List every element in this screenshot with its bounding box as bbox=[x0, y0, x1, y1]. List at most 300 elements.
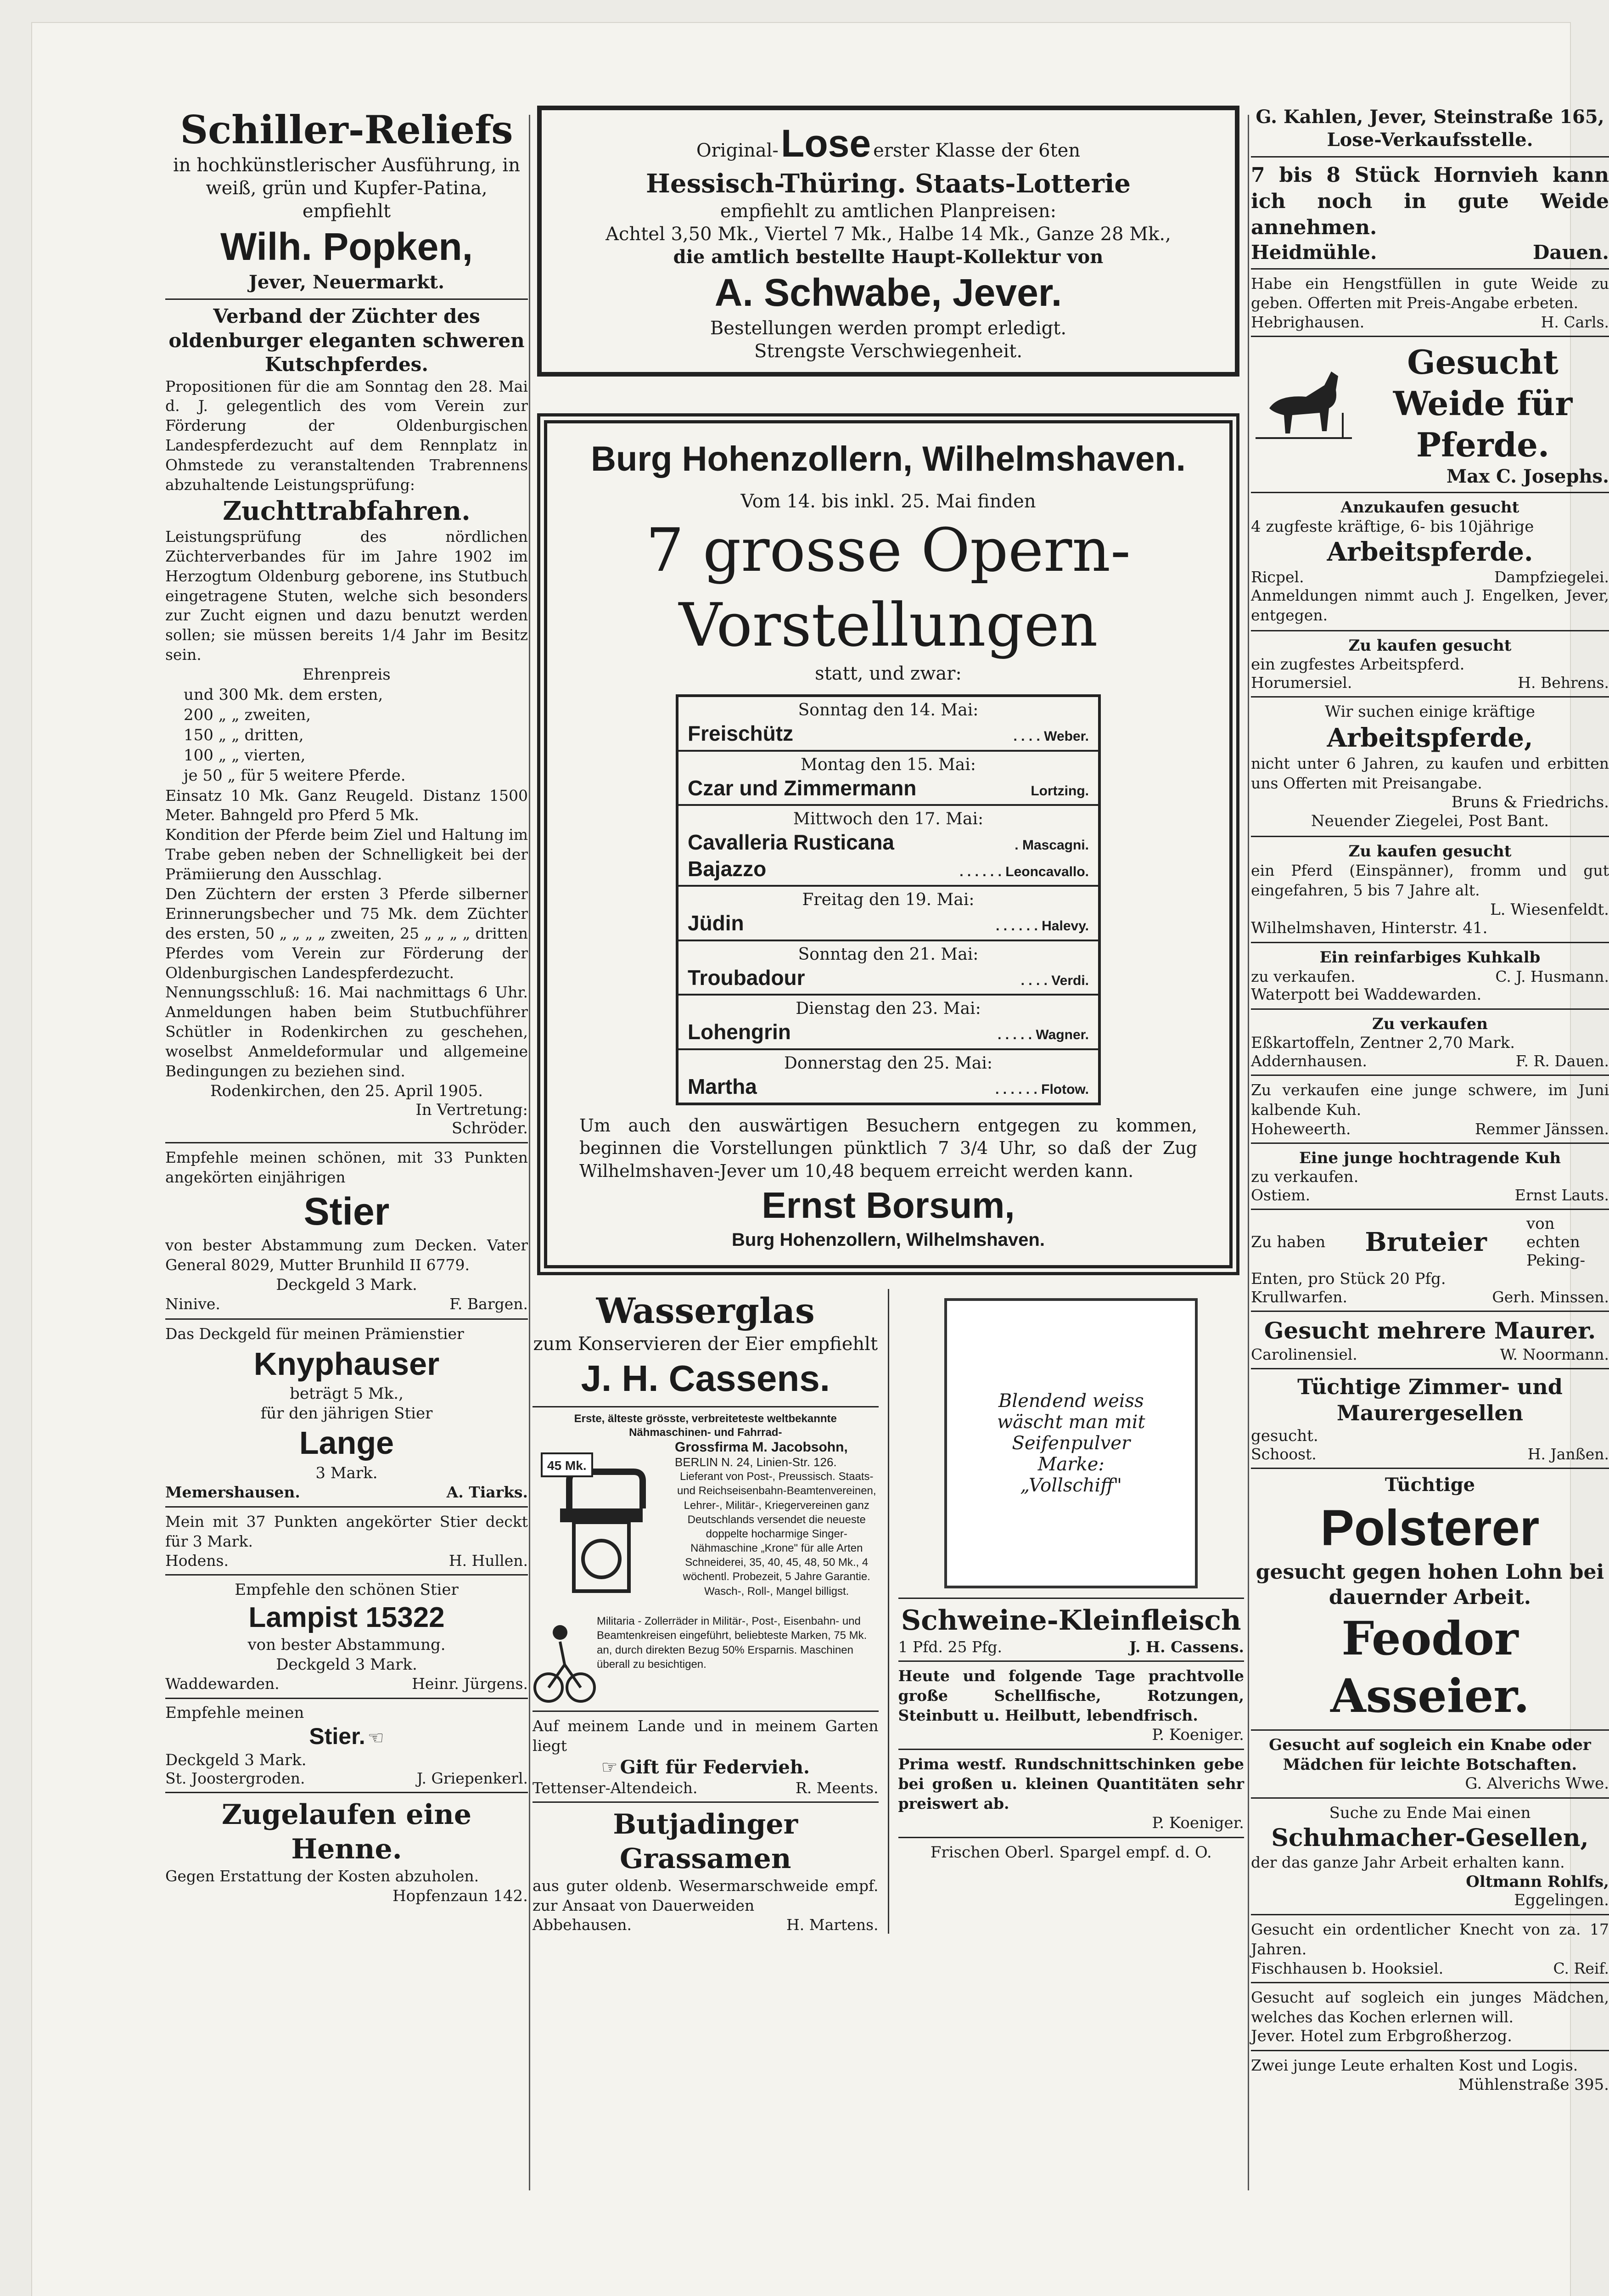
ad-heading: Zu kaufen gesucht bbox=[1348, 636, 1512, 655]
ad-text: Strengste Verschwiegenheit. bbox=[754, 341, 1023, 362]
divider bbox=[1251, 336, 1609, 337]
ad-place: Hoheweerth. bbox=[1251, 1120, 1351, 1138]
ad-kuh-2 bbox=[1251, 1148, 1609, 1204]
prize-line: 150 „ „ dritten, bbox=[184, 726, 304, 744]
schedule-day: Dienstag den 23. Mai: bbox=[796, 999, 981, 1018]
opera-title: Troubadour bbox=[688, 965, 805, 990]
hand-pointer-icon: ☜ bbox=[367, 1728, 384, 1749]
ad-intro: Empfehle meinen schönen, mit 33 Punkten angekörten einjährigen bbox=[165, 1148, 528, 1187]
ad-hodens bbox=[165, 1512, 528, 1570]
prize-list bbox=[165, 685, 528, 786]
ad-opern-vorstellungen bbox=[537, 413, 1239, 1275]
ad-signature: Schröder. bbox=[451, 1119, 528, 1138]
ad-weide-title bbox=[1357, 342, 1609, 466]
ad-hengstfuellen bbox=[1251, 274, 1609, 332]
ad-address: BERLIN N. 24, Linien-Str. 126. bbox=[675, 1455, 837, 1469]
ad-title-row bbox=[165, 1722, 528, 1751]
ad-title: Lose bbox=[781, 122, 871, 165]
ad-title: Verband der Züchter des oldenburger eleganten schweren Kutschpferdes. bbox=[168, 305, 525, 376]
ad-text: Gesucht auf sogleich ein Knabe oder Mädchen für leichte Botschaften. bbox=[1269, 1736, 1591, 1774]
schedule-opera bbox=[688, 856, 1089, 883]
ad-advertiser: Feodor Asseier. bbox=[1330, 1611, 1530, 1723]
ad-place: Carolinensiel. bbox=[1251, 1345, 1357, 1363]
ad-place: Hodens. bbox=[165, 1552, 229, 1570]
ad-text: zu verkaufen. bbox=[1251, 967, 1356, 985]
ad-title: Gesucht mehrere Maurer. bbox=[1264, 1317, 1596, 1345]
ad-lotterie bbox=[537, 106, 1239, 377]
ad-intro: Das Deckgeld für meinen Prämienstier bbox=[165, 1324, 464, 1343]
ad-place: Waterpott bei Waddewarden. bbox=[1251, 985, 1482, 1004]
ad-subheading: Ehrenpreis bbox=[303, 665, 391, 684]
sub-column-left bbox=[533, 1289, 889, 1934]
opera-composer: . . . . Verdi. bbox=[1020, 973, 1089, 988]
ad-advertiser: Heinr. Jürgens. bbox=[412, 1675, 528, 1693]
divider bbox=[165, 1574, 528, 1576]
ad-text: Eßkartoffeln, Zentner 2,70 Mark. bbox=[1251, 1034, 1515, 1052]
ad-heading: Eine junge hochtragende Kuh bbox=[1299, 1148, 1561, 1167]
ad-weide-row bbox=[1251, 342, 1609, 466]
ad-advertiser: J. H. Cassens. bbox=[581, 1358, 830, 1399]
ad-text: Suche zu Ende Mai einen bbox=[1329, 1804, 1531, 1823]
ad-text: Auf meinem Lande und in meinem Garten liegt bbox=[533, 1717, 879, 1755]
ad-footer bbox=[1251, 313, 1609, 331]
ad-title: Gift für Federvieh. bbox=[620, 1756, 810, 1778]
ad-spargel: Frischen Oberl. Spargel empf. d. O. bbox=[930, 1843, 1212, 1862]
divider bbox=[165, 1506, 528, 1508]
ad-title: Schiller-Reliefs bbox=[180, 107, 513, 152]
ad-footer bbox=[165, 1294, 528, 1313]
ad-place: Jever. Hotel zum Erbgroßherzog. bbox=[1251, 2027, 1512, 2046]
ad-maedchen bbox=[1251, 1988, 1609, 2046]
ad-advertiser: Ernst Lauts. bbox=[1514, 1186, 1609, 1204]
ad-arbeitspferd-2 bbox=[1251, 636, 1609, 692]
ad-text: Leistungsprüfung des nördlichen Züchterverbandes für im Jahre 1902 im Herzogtum Oldenburg geborene, ins Stutbuch eingetragene Stuten, welche sich besonders zur Zucht eignen und dazu benutzt werden sollen; sie müssen bereits 1/4 Jahr im Besitz sein. bbox=[165, 527, 528, 664]
ad-advertiser: H. Behrens. bbox=[1518, 674, 1609, 692]
ad-weide bbox=[1251, 342, 1609, 487]
divider bbox=[898, 1660, 1245, 1662]
ad-footer bbox=[1251, 1959, 1609, 1977]
schedule-slot bbox=[678, 1050, 1098, 1103]
ad-text: Einsatz 10 Mk. Ganz Reugeld. Distanz 1500 Meter. Bahngeld pro Pferd 5 Mk. bbox=[165, 786, 528, 824]
divider bbox=[1251, 630, 1609, 631]
ad-advertiser: Wilh. Popken, bbox=[220, 225, 473, 268]
ad-text: 3 Mark. bbox=[315, 1463, 378, 1482]
ad-prefix: Original- bbox=[696, 140, 779, 161]
ad-lampist bbox=[165, 1580, 528, 1693]
ad-title: Stier. bbox=[309, 1723, 365, 1750]
ad-line: Marke: bbox=[1037, 1454, 1104, 1475]
ad-text: 7 bis 8 Stück Hornvieh kann ich noch in gute Weide annehmen. bbox=[1251, 163, 1609, 240]
ad-row bbox=[1251, 968, 1609, 985]
ad-text: Enten, pro Stück 20 Pfg. bbox=[1251, 1270, 1446, 1289]
opera-composer: . Mascagni. bbox=[1015, 838, 1089, 853]
ad-title: Knyphauser bbox=[253, 1345, 440, 1382]
ad-place: Ostiem. bbox=[1251, 1186, 1311, 1204]
ad-text: von bester Abstammung zum Decken. Vater General 8029, Mutter Brunhild II 6779. bbox=[165, 1236, 528, 1274]
ad-advertiser: Dauen. bbox=[1532, 241, 1609, 264]
ad-place: Hebrighausen. bbox=[1251, 313, 1365, 332]
ad-text: Habe ein Hengstfüllen in gute Weide zu geben. Offerten mit Preis-Angabe erbeten. bbox=[1251, 274, 1609, 312]
ad-heading: Anzukaufen gesucht bbox=[1340, 498, 1519, 517]
schedule-opera bbox=[688, 1019, 1089, 1046]
ad-schweine bbox=[898, 1604, 1245, 1656]
opera-composer: . . . . . . Leoncavallo. bbox=[959, 864, 1089, 879]
ad-advertiser: R. Meents. bbox=[795, 1778, 879, 1797]
schedule-slot bbox=[678, 887, 1098, 941]
schedule-opera bbox=[688, 829, 1089, 856]
newspaper-page bbox=[32, 23, 1609, 2296]
opera-title: Jüdin bbox=[688, 911, 744, 935]
ad-title: Wasserglas bbox=[596, 1290, 815, 1332]
ad-text: Prima westf. Rundschnittschinken gebe bei großen u. kleinen Quantitäten sehr preiswert ab. bbox=[898, 1755, 1244, 1812]
schedule-day: Sonntag den 21. Mai: bbox=[798, 945, 979, 964]
ad-text: Kondition der Pferde beim Ziel und Haltung im Trabe geben neben der Schnelligkeit bei der Prämiierung den Ausschlag. bbox=[165, 826, 528, 884]
ad-stier bbox=[165, 1148, 528, 1313]
ad-text: von bester Abstammung. bbox=[247, 1636, 446, 1654]
ad-title: Tüchtige Zimmer- und Maurergesellen bbox=[1297, 1374, 1563, 1426]
ad-knecht bbox=[1251, 1920, 1609, 1977]
ad-title-row bbox=[551, 119, 1226, 168]
ad-henne bbox=[165, 1798, 528, 1906]
column-right bbox=[1251, 106, 1609, 2094]
ad-footer bbox=[1251, 1288, 1609, 1306]
ad-kartoffeln bbox=[1251, 1014, 1609, 1070]
ad-advertiser: H. Janßen. bbox=[1527, 1445, 1609, 1463]
ad-text: Nennungsschluß: 16. Mai nachmittags 6 Uhr. Anmeldungen haben beim Stutbuchführer Schütler in Rodenkirchen zu geschehen, woselbst Anmeldeformular und allgemeine Bedingungen zu beziehen sind. bbox=[165, 983, 528, 1080]
ad-text: Wir suchen einige kräftige bbox=[1325, 703, 1535, 721]
ad-place: Addernhausen. bbox=[1251, 1052, 1368, 1070]
schedule-opera bbox=[688, 910, 1089, 937]
ad-place: Tettenser-Altendeich. bbox=[533, 1778, 698, 1797]
schedule-opera bbox=[688, 965, 1089, 991]
ad-title-2: Lange bbox=[299, 1425, 394, 1461]
ad-text: die amtlich bestellte Haupt-Kollektur von bbox=[673, 246, 1104, 268]
opera-composer: . . . . Weber. bbox=[1013, 729, 1089, 744]
ad-text: gesucht. bbox=[1251, 1426, 1318, 1445]
divider bbox=[1251, 1209, 1609, 1210]
ad-footer bbox=[533, 1916, 879, 1934]
ad-text: gesucht gegen hohen Lohn bei dauernder Arbeit. bbox=[1256, 1560, 1604, 1609]
sewing-machine-icon bbox=[533, 1440, 670, 1614]
divider bbox=[1251, 1142, 1609, 1144]
ad-place: Hopfenzaun 142. bbox=[392, 1886, 528, 1905]
divider bbox=[165, 1698, 528, 1699]
ad-footer bbox=[898, 1638, 1245, 1656]
ad-signature-label: In Vertretung: bbox=[415, 1101, 528, 1120]
ad-schuhmacher bbox=[1251, 1803, 1609, 1909]
ad-text: Heute und folgende Tage prachtvolle große Schellfische, Rotzungen, Steinbutt u. Heilbutt, lebendfrisch. bbox=[898, 1667, 1244, 1724]
ad-advertiser: Remmer Jänssen. bbox=[1474, 1120, 1609, 1138]
ad-koeniger-fisch bbox=[898, 1666, 1245, 1744]
divider bbox=[533, 1801, 879, 1803]
ad-heading: Ein reinfarbiges Kuhkalb bbox=[1319, 948, 1541, 967]
ad-advertiser: A. Schwabe, Jever. bbox=[714, 271, 1062, 314]
opera-title: Freischütz bbox=[688, 721, 794, 745]
divider bbox=[1251, 1797, 1609, 1799]
price-label: 45 Mk. bbox=[547, 1458, 587, 1473]
ad-prefix: Zu haben bbox=[1251, 1233, 1326, 1252]
divider bbox=[165, 1792, 528, 1793]
ad-prefix: Tüchtige bbox=[1385, 1474, 1475, 1496]
ad-place: Burg Hohenzollern, Wilhelmshaven. bbox=[732, 1230, 1045, 1250]
ad-title: Lampist 15322 bbox=[248, 1601, 445, 1633]
divider bbox=[165, 1142, 528, 1143]
ad-zimmer-maurer bbox=[1251, 1374, 1609, 1463]
ad-line: Seifenpulver bbox=[1012, 1433, 1131, 1454]
ad-place: Mühlenstraße 395. bbox=[1458, 2076, 1609, 2094]
ad-advertiser: G. Kahlen, Jever, Steinstraße 165, bbox=[1256, 106, 1604, 128]
ad-text: für den jährigen Stier bbox=[260, 1404, 433, 1423]
ad-advertiser: F. R. Dauen. bbox=[1515, 1052, 1609, 1070]
ad-hornvieh bbox=[1251, 162, 1609, 264]
ad-advertiser: P. Koeniger. bbox=[1152, 1725, 1244, 1744]
ad-advertiser: Dampfziegelei. bbox=[1494, 568, 1609, 586]
opera-composer: . . . . . Wagner. bbox=[998, 1027, 1089, 1042]
ad-text: ein zugfestes Arbeitspferd. bbox=[1251, 655, 1465, 674]
prize-line: und 300 Mk. dem ersten, bbox=[184, 685, 383, 704]
schedule-day: Sonntag den 14. Mai: bbox=[798, 701, 979, 720]
column-middle bbox=[533, 106, 1244, 1934]
prize-line: je 50 „ für 5 weitere Pferde. bbox=[184, 766, 406, 785]
ad-fee: Deckgeld 3 Mark. bbox=[276, 1655, 417, 1674]
prize-line: 100 „ „ vierten, bbox=[184, 746, 306, 765]
ad-line: „Vollschiff" bbox=[1020, 1475, 1122, 1497]
ad-koeniger-schinken bbox=[898, 1755, 1245, 1832]
ad-advertiser: A. Tiarks. bbox=[446, 1483, 528, 1502]
ad-text: empfiehlt zu amtlichen Planpreisen: bbox=[720, 201, 1057, 222]
ad-advertiser: W. Noormann. bbox=[1500, 1345, 1609, 1363]
ad-bruteier bbox=[1251, 1215, 1609, 1306]
ad-kuhkalb bbox=[1251, 948, 1609, 1004]
divider bbox=[1251, 696, 1609, 698]
ad-gift bbox=[533, 1716, 879, 1797]
ad-maurer bbox=[1251, 1317, 1609, 1363]
ad-date: Rodenkirchen, den 25. April 1905. bbox=[210, 1081, 483, 1100]
ad-title: Weide für bbox=[1393, 384, 1573, 423]
ad-text: der das ganze Jahr Arbeit erhalten kann. bbox=[1251, 1853, 1565, 1871]
ad-place: Ricpel. bbox=[1251, 568, 1304, 586]
ad-title: Schweine-Kleinfleisch bbox=[901, 1604, 1241, 1637]
divider bbox=[1251, 156, 1609, 158]
ad-footer bbox=[1251, 1345, 1609, 1363]
column-divider bbox=[1248, 115, 1249, 2190]
ad-place: Fischhausen b. Hooksiel. bbox=[1251, 1959, 1444, 1977]
bike-row bbox=[533, 1614, 879, 1706]
ad-text: Lose-Verkaufsstelle. bbox=[1327, 129, 1533, 151]
schedule-slot bbox=[678, 752, 1098, 806]
divider bbox=[1251, 492, 1609, 493]
ad-footer bbox=[165, 1769, 528, 1787]
ad-place: Jever, Neuermarkt. bbox=[248, 271, 445, 293]
ad-text: Anmeldungen nimmt auch J. Engelken, Jever, entgegen. bbox=[1251, 586, 1609, 624]
ad-text: zum Konservieren der Eier empfiehlt bbox=[533, 1334, 878, 1355]
schedule-day: Freitag den 19. Mai: bbox=[802, 890, 975, 909]
ad-advertiser: J. Griepenkerl. bbox=[416, 1769, 528, 1787]
ad-arbeitspferde-3 bbox=[1251, 702, 1609, 831]
ad-text: Den Züchtern der ersten 3 Pferde silberner Erinnerungsbecher und 75 Mk. dem Züchter des ersten, 50 „ „ „ „ zweiten, 25 „ „ „ „ dritten Pferdes vom Verein zur Förderung der Oldenburgischen Landespferdezucht. bbox=[165, 884, 528, 982]
ad-title: Gesucht bbox=[1407, 343, 1559, 382]
ad-title: Butjadinger Grassamen bbox=[613, 1808, 798, 1875]
ad-footer bbox=[1251, 674, 1609, 692]
ad-dates: Vom 14. bis inkl. 25. Mai finden bbox=[740, 491, 1036, 512]
ad-advertiser: P. Koeniger. bbox=[1152, 1813, 1244, 1832]
ad-footer bbox=[1251, 241, 1609, 264]
ad-prices: Achtel 3,50 Mk., Viertel 7 Mk., Halbe 14 Mk., Ganze 28 Mk., bbox=[605, 224, 1171, 245]
ad-suffix: erster Klasse der 6ten bbox=[873, 140, 1081, 161]
ad-advertiser: L. Wiesenfeldt. bbox=[1490, 900, 1609, 919]
ad-place: Eggelingen. bbox=[1514, 1891, 1609, 1909]
ad-logis bbox=[1251, 2056, 1609, 2094]
ad-place: St. Joostergroden. bbox=[165, 1769, 305, 1787]
ad-footer bbox=[1251, 1445, 1609, 1463]
divider bbox=[165, 1318, 528, 1320]
divider bbox=[533, 1711, 879, 1712]
opera-title: Cavalleria Rusticana bbox=[688, 830, 895, 854]
divider bbox=[1251, 1311, 1609, 1312]
opera-composer: . . . . . . Flotow. bbox=[995, 1081, 1089, 1097]
ad-line: wäscht man mit bbox=[997, 1412, 1145, 1433]
opera-title: Lohengrin bbox=[688, 1020, 791, 1044]
ad-text: nicht unter 6 Jahren, zu kaufen und erbitten uns Offerten mit Preisangabe. bbox=[1251, 754, 1609, 792]
ad-suffix: von echten Peking- bbox=[1526, 1215, 1586, 1270]
lower-middle bbox=[533, 1289, 1244, 1934]
ad-advertiser: Ernst Borsum, bbox=[762, 1185, 1015, 1226]
ad-place: Neuender Ziegelei, Post Bant. bbox=[1311, 812, 1549, 831]
bicycle-icon bbox=[533, 1614, 597, 1706]
ad-footer bbox=[165, 1483, 528, 1502]
ad-advertiser: H. Martens. bbox=[786, 1915, 879, 1934]
divider bbox=[165, 298, 528, 300]
ad-firm: Grossfirma M. Jacobsohn, bbox=[675, 1440, 848, 1455]
divider bbox=[898, 1749, 1245, 1750]
divider bbox=[1251, 836, 1609, 837]
ad-title: Polsterer bbox=[1320, 1499, 1540, 1556]
ad-advertiser: C. Reif. bbox=[1553, 1959, 1609, 1977]
ad-intro: Propositionen für die am Sonntag den 28. Mai d. J. gelegentlich des vom Verein zur Förderung der Oldenburgischen Landespferdezucht auf dem Rennplatz in Ohmstede zu veranstaltenden Trabrennens abzuhaltende Leistungsprüfung: bbox=[165, 377, 528, 494]
ad-title: Arbeitspferde, bbox=[1327, 722, 1533, 753]
ad-footer bbox=[1251, 1052, 1609, 1070]
divider bbox=[533, 1406, 879, 1407]
ad-text: Mein mit 37 Punkten angekörter Stier deckt für 3 Mark. bbox=[165, 1513, 528, 1551]
ad-kahlen bbox=[1251, 106, 1609, 152]
ad-arbeitspferde-1 bbox=[1251, 498, 1609, 625]
ad-advertiser: F. Bargen. bbox=[449, 1295, 528, 1313]
divider bbox=[898, 1837, 1245, 1838]
ad-title: 7 grosse Opern-Vorstellungen bbox=[646, 515, 1131, 660]
schedule-slot bbox=[678, 806, 1098, 887]
opera-composer: . . . . . . Halevy. bbox=[996, 918, 1089, 934]
ad-title: Zugelaufen eine Henne. bbox=[221, 1798, 472, 1865]
ad-schiller-reliefs bbox=[165, 106, 528, 294]
divider bbox=[1251, 1368, 1609, 1369]
ad-place: Schoost. bbox=[1251, 1445, 1317, 1463]
ad-place: Abbehausen. bbox=[533, 1915, 632, 1934]
divider bbox=[1251, 942, 1609, 943]
ad-advertiser: Bruns & Friedrichs. bbox=[1451, 793, 1609, 812]
ad-place: Krullwarfen. bbox=[1251, 1288, 1347, 1306]
column-divider bbox=[529, 115, 530, 2190]
ad-top: Erste, älteste grösste, verbreiteteste weltbekannte Nähmaschinen- und Fahrrad- bbox=[574, 1412, 837, 1439]
ad-title: Stier bbox=[303, 1190, 390, 1233]
ad-title-row bbox=[533, 1756, 879, 1779]
ad-seifenpulver bbox=[944, 1298, 1198, 1588]
ad-heading: Zuchttrabfahren. bbox=[223, 495, 471, 526]
ad-title: Bruteier bbox=[1365, 1227, 1487, 1258]
ad-polsterer bbox=[1251, 1474, 1609, 1725]
ad-text: beträgt 5 Mk., bbox=[290, 1384, 404, 1403]
ad-place: Ninive. bbox=[165, 1295, 220, 1313]
ad-place: Heidmühle. bbox=[1251, 241, 1377, 264]
ad-text: Zwei junge Leute erhalten Kost und Logis. bbox=[1251, 2056, 1578, 2075]
ad-text: Zu verkaufen eine junge schwere, im Juni kalbende Kuh. bbox=[1251, 1081, 1609, 1119]
divider bbox=[1251, 2050, 1609, 2051]
ad-bike-text: Militaria - Zollerräder in Militär-, Post-, Eisenbahn- und Beamtenkreisen eingeführt, beliebteste Marken, 75 Mk. an, durch direkten Bezug 50% Ersparnis. Maschinen überall zu besichtigen. bbox=[597, 1615, 867, 1671]
ad-note: Um auch den auswärtigen Besuchern entgegen zu kommen, beginnen die Vorstellungen pünktlich 7 3/4 Uhr, so daß der Zug Wilhelmshaven-Jever um 10,48 bequem erreicht werden kann. bbox=[579, 1115, 1197, 1181]
schedule-day: Donnerstag den 25. Mai: bbox=[784, 1053, 992, 1073]
ad-jacobsohn bbox=[533, 1412, 879, 1706]
hand-pointer-icon: ☞ bbox=[601, 1756, 618, 1778]
ad-subtitle: Hessisch-Thüring. Staats-Lotterie bbox=[646, 169, 1131, 199]
ad-intro: Empfehle den schönen Stier bbox=[235, 1581, 459, 1599]
ad-footer bbox=[1251, 1120, 1609, 1138]
horse-icon bbox=[1251, 358, 1357, 450]
ad-zuchttrabfahren bbox=[165, 304, 528, 1137]
ad-footer bbox=[1251, 568, 1609, 586]
schedule-opera bbox=[688, 1074, 1089, 1100]
ad-heading: Zu verkaufen bbox=[1372, 1014, 1488, 1033]
ad-knabe bbox=[1251, 1735, 1609, 1793]
divider bbox=[1251, 1008, 1609, 1010]
ad-knyphauser bbox=[165, 1324, 528, 1502]
ad-text: Bestellungen werden prompt erledigt. bbox=[710, 318, 1067, 339]
ad-text: aus guter oldenb. Wesermarschweide empf. zur Ansaat von Dauerweiden bbox=[533, 1876, 879, 1914]
divider bbox=[1251, 268, 1609, 270]
prize-line: 200 „ „ zweiten, bbox=[184, 705, 311, 724]
ad-line: Blendend weiss bbox=[998, 1390, 1144, 1412]
ad-place: Horumersiel. bbox=[1251, 674, 1352, 692]
divider bbox=[1251, 1468, 1609, 1469]
opera-title: Martha bbox=[688, 1074, 757, 1098]
ad-advertiser: Gerh. Minssen. bbox=[1492, 1288, 1609, 1306]
ad-kuh-1 bbox=[1251, 1080, 1609, 1138]
ad-text: Gesucht ein ordentlicher Knecht von za. 17 Jahren. bbox=[1251, 1920, 1609, 1958]
opera-title: Czar und Zimmermann bbox=[688, 776, 917, 800]
ad-title-row bbox=[1251, 1215, 1609, 1270]
ad-text: zu verkaufen. bbox=[1251, 1168, 1359, 1187]
ad-sub: statt, und zwar: bbox=[815, 663, 962, 684]
ad-footer bbox=[165, 1552, 528, 1570]
ad-butjadinger bbox=[533, 1807, 879, 1934]
schedule-day: Mittwoch den 17. Mai: bbox=[793, 810, 984, 828]
schedule-day: Montag den 15. Mai: bbox=[801, 755, 976, 774]
ad-fee: Deckgeld 3 Mark. bbox=[276, 1275, 417, 1294]
ad-place: Waddewarden. bbox=[165, 1675, 280, 1693]
ad-title: Pferde. bbox=[1416, 425, 1550, 465]
ad-advertiser: C. J. Husmann. bbox=[1495, 967, 1609, 985]
ad-text: Gesucht auf sogleich ein junges Mädchen, welches das Kochen erlernen will. bbox=[1251, 1988, 1609, 2026]
ad-intro: Empfehle meinen bbox=[165, 1704, 304, 1722]
ad-place: Wilhelmshaven, Hinterstr. 41. bbox=[1251, 919, 1488, 938]
ad-footer bbox=[533, 1779, 879, 1797]
divider bbox=[1251, 1729, 1609, 1731]
ad-footer bbox=[1251, 1186, 1609, 1204]
ad-pferd bbox=[1251, 842, 1609, 937]
ad-footer bbox=[165, 1674, 528, 1693]
ad-text: 4 zugfeste kräftige, 6- bis 10jährige bbox=[1251, 517, 1534, 536]
schedule-slot bbox=[678, 996, 1098, 1050]
ad-advertiser: J. H. Cassens. bbox=[1129, 1638, 1244, 1656]
ad-advertiser: G. Alverichs Wwe. bbox=[1465, 1774, 1609, 1793]
